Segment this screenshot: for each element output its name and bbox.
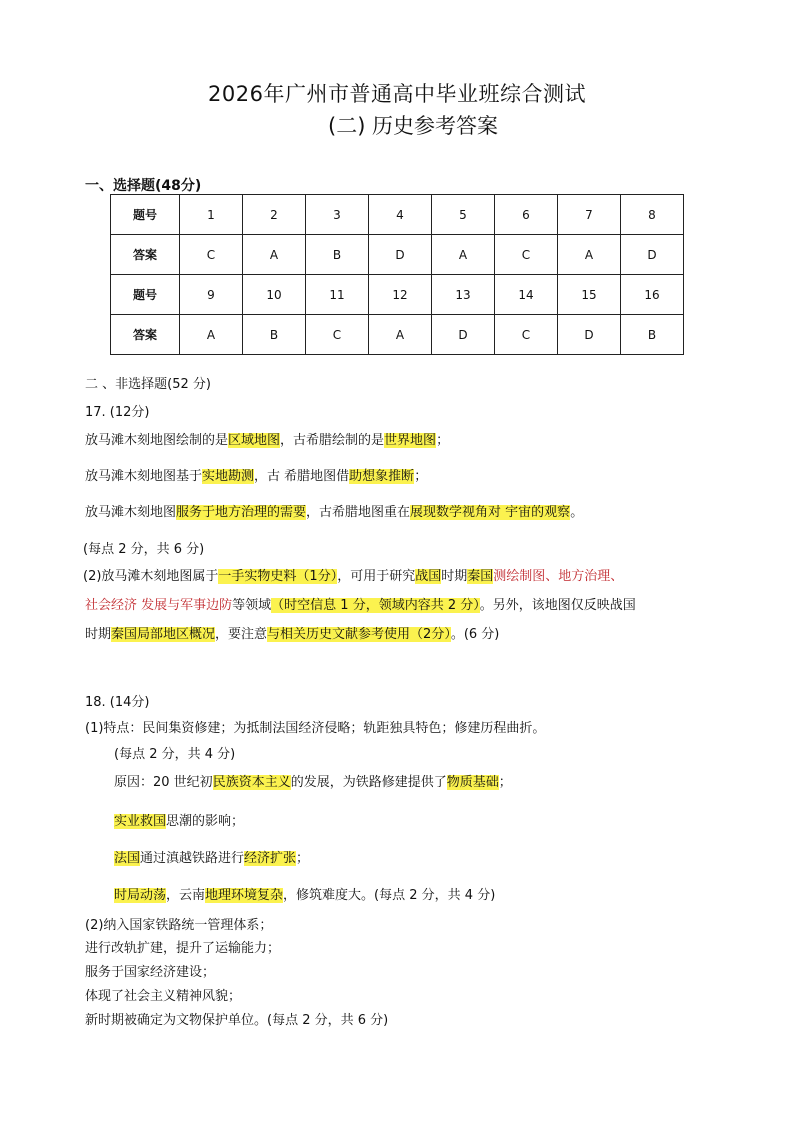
text: ，古希腊绘制的是 bbox=[280, 433, 385, 448]
text: 的发展，为铁路修建提供了 bbox=[290, 775, 447, 790]
text: 。(6 分) bbox=[450, 627, 500, 642]
table-row bbox=[111, 315, 684, 355]
table-cell: A bbox=[432, 235, 495, 275]
table-cell: 4 bbox=[369, 195, 432, 235]
highlight: 实地勘测 bbox=[202, 469, 255, 484]
row-label: 题号 bbox=[111, 275, 180, 315]
table-cell: 9 bbox=[180, 275, 243, 315]
table-row bbox=[111, 195, 684, 235]
highlight: 秦国局部地区概况 bbox=[111, 627, 216, 642]
text: 时期 bbox=[85, 627, 112, 642]
table-cell: 6 bbox=[495, 195, 558, 235]
table-cell: D bbox=[369, 235, 432, 275]
table-cell: 15 bbox=[558, 275, 621, 315]
q18-reason1 bbox=[114, 774, 512, 792]
q18-heading: 18. (14分) bbox=[85, 695, 150, 710]
q18-reason4 bbox=[114, 887, 495, 905]
doc-title-line1: 2026年广州市普通高中毕业班综合测试 bbox=[208, 82, 586, 106]
section2-heading: 二 、非选择题(52 分) bbox=[85, 377, 211, 392]
text: 放马滩木刻地图 bbox=[85, 505, 177, 520]
highlight: 物质基础 bbox=[446, 775, 499, 790]
text: ，古 希腊地图借 bbox=[254, 469, 350, 484]
table-cell: 11 bbox=[306, 275, 369, 315]
table-cell: 3 bbox=[306, 195, 369, 235]
q18-part2-line: 服务于国家经济建设； bbox=[85, 965, 216, 980]
answer-table bbox=[110, 194, 684, 355]
highlight: 服务于地方治理的需要 bbox=[176, 505, 307, 520]
table-cell: C bbox=[495, 315, 558, 355]
section1-heading: 一、选择题(48分) bbox=[85, 178, 202, 194]
text: 原因：20 世纪初 bbox=[114, 775, 213, 790]
highlight: 地理环境复杂 bbox=[205, 888, 284, 903]
row-label: 答案 bbox=[111, 315, 180, 355]
table-cell: 16 bbox=[621, 275, 684, 315]
q18-reason2 bbox=[114, 813, 244, 831]
table-cell: A bbox=[369, 315, 432, 355]
text: 时期 bbox=[441, 569, 468, 584]
table-cell: C bbox=[495, 235, 558, 275]
q17-heading: 17. (12分) bbox=[85, 405, 150, 420]
text: ； bbox=[296, 851, 310, 866]
q18-reason3 bbox=[114, 850, 309, 868]
table-cell: 5 bbox=[432, 195, 495, 235]
highlight: 展现数学视角对 宇宙的观察 bbox=[410, 505, 571, 520]
highlight: 助想象推断 bbox=[349, 469, 415, 484]
q18-part2-line: (2)纳入国家铁路统一管理体系； bbox=[85, 918, 273, 933]
q18-part1: (1)特点：民间集资修建；为抵制法国经济侵略；轨距独具特色；修建历程曲折。 bbox=[85, 721, 546, 736]
text: 放马滩木刻地图绘制的是 bbox=[85, 433, 229, 448]
text: ； bbox=[498, 775, 512, 790]
table-cell: A bbox=[180, 315, 243, 355]
highlight: 世界地图 bbox=[384, 433, 437, 448]
text: 通过滇越铁路进行 bbox=[140, 851, 245, 866]
table-cell: D bbox=[621, 235, 684, 275]
highlight: 一手实物史料（1分） bbox=[218, 569, 338, 584]
highlight: 法国 bbox=[114, 851, 141, 866]
doc-title-line2: (二) 历史参考答案 bbox=[328, 114, 499, 138]
highlight: 时局动荡 bbox=[114, 888, 167, 903]
q17-score1: (每点 2 分，共 6 分) bbox=[83, 542, 205, 557]
q18-part2-line: 新时期被确定为文物保护单位。(每点 2 分，共 6 分) bbox=[85, 1013, 389, 1028]
highlight: 与相关历史文献参考使用（2分） bbox=[267, 627, 451, 642]
red-text: 社会经济 发展与军事边防 bbox=[85, 598, 233, 613]
q18-part2-line: 进行改轨扩建，提升了运输能力； bbox=[85, 941, 281, 956]
text: 等领域 bbox=[232, 598, 272, 613]
highlight: 秦国 bbox=[467, 569, 494, 584]
q17-part2-line3 bbox=[85, 626, 499, 644]
q18-part2-line: 体现了社会主义精神风貌； bbox=[85, 989, 242, 1004]
text: ，可用于研究 bbox=[337, 569, 416, 584]
table-cell: A bbox=[558, 235, 621, 275]
table-cell: B bbox=[621, 315, 684, 355]
highlight: 经济扩张 bbox=[244, 851, 297, 866]
red-text: 测绘制图、地方治理、 bbox=[493, 569, 624, 584]
text: ，修筑难度大。(每点 2 分，共 4 分) bbox=[283, 888, 496, 903]
highlight: （时空信息 1 分，领域内容共 2 分） bbox=[271, 598, 480, 613]
text: (2)放马滩木刻地图属于 bbox=[83, 569, 219, 584]
table-cell: 1 bbox=[180, 195, 243, 235]
table-cell: B bbox=[306, 235, 369, 275]
text: ，要注意 bbox=[215, 627, 268, 642]
table-cell: 13 bbox=[432, 275, 495, 315]
table-cell: B bbox=[243, 315, 306, 355]
highlight: 民族资本主义 bbox=[212, 775, 291, 790]
table-cell: C bbox=[180, 235, 243, 275]
table-cell: 2 bbox=[243, 195, 306, 235]
table-cell: 10 bbox=[243, 275, 306, 315]
q17-line3 bbox=[85, 504, 583, 522]
table-cell: 14 bbox=[495, 275, 558, 315]
text: ； bbox=[436, 433, 450, 448]
table-row bbox=[111, 275, 684, 315]
q17-line2 bbox=[85, 468, 427, 486]
text: 。 bbox=[570, 505, 584, 520]
table-row bbox=[111, 235, 684, 275]
highlight: 实业救国 bbox=[114, 814, 167, 829]
text: ； bbox=[414, 469, 428, 484]
row-label: 答案 bbox=[111, 235, 180, 275]
text: 。另外，该地图仅反映战国 bbox=[479, 598, 636, 613]
highlight: 战国 bbox=[415, 569, 442, 584]
q17-line1 bbox=[85, 432, 449, 450]
highlight: 区域地图 bbox=[228, 433, 281, 448]
q18-score1: (每点 2 分，共 4 分) bbox=[114, 747, 236, 762]
table-cell: D bbox=[558, 315, 621, 355]
table-cell: 7 bbox=[558, 195, 621, 235]
row-label: 题号 bbox=[111, 195, 180, 235]
q17-part2-line1 bbox=[83, 568, 623, 586]
text: 放马滩木刻地图基于 bbox=[85, 469, 203, 484]
text: ，古希腊地图重在 bbox=[306, 505, 411, 520]
table-cell: 12 bbox=[369, 275, 432, 315]
q17-part2-line2 bbox=[85, 597, 636, 615]
text: 思潮的影响； bbox=[166, 814, 245, 829]
table-cell: D bbox=[432, 315, 495, 355]
text: ，云南 bbox=[166, 888, 206, 903]
table-cell: A bbox=[243, 235, 306, 275]
table-cell: C bbox=[306, 315, 369, 355]
table-cell: 8 bbox=[621, 195, 684, 235]
